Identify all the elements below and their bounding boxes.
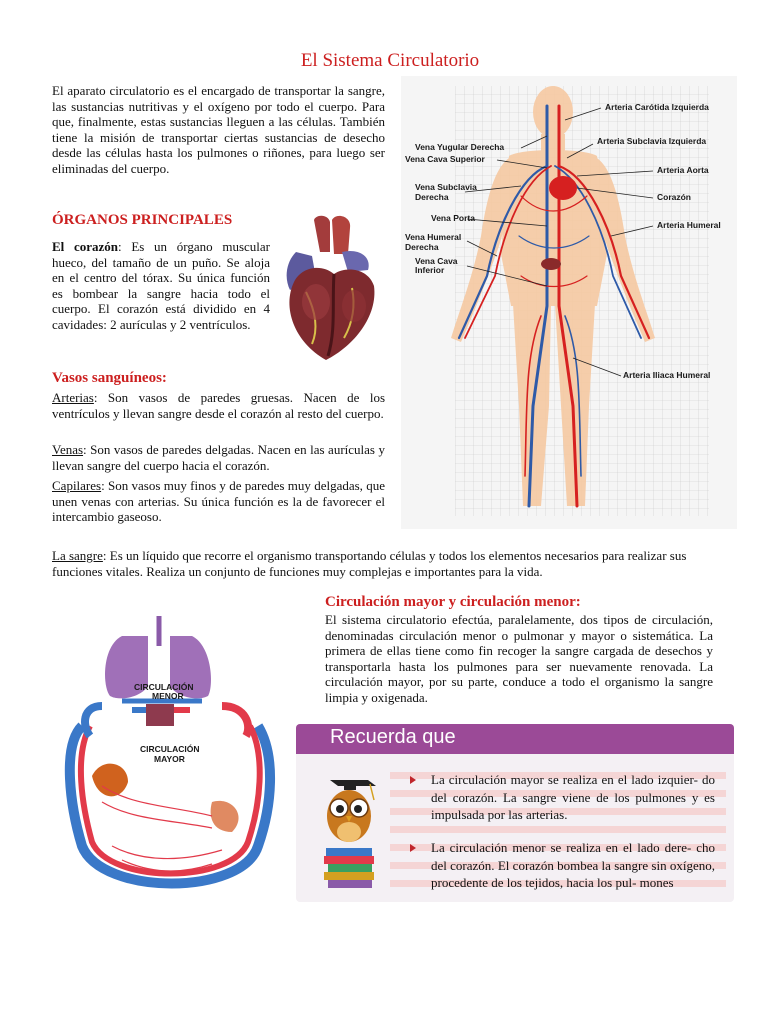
circulation-loop-diagram <box>62 606 282 906</box>
label-subclavia-der-2: Derecha <box>415 192 449 202</box>
label-humeral-art: Arteria Humeral <box>657 220 721 230</box>
corazon-term: El corazón <box>52 239 119 254</box>
organos-heading: ÓRGANOS PRINCIPALES <box>52 212 233 228</box>
arterias-term: Arterias <box>52 390 94 405</box>
label-circ-mayor-1: CIRCULACIÓN <box>140 744 200 754</box>
capilares-text: : Son vasos muy finos y de paredes muy delgadas, que unen venas con arterias. Su única función es la de favorecer el intercambio gaseoso. <box>52 478 385 525</box>
corazon-text: : Es un órgano muscular hueco, del tamaño de un puño. Se aloja en el centro del tórax. Su única función es bombear la sangre hacia todo el cuerpo. El corazón está dividido en 4 cavidades: 2 aurículas y 2 ventrículos. <box>52 239 270 332</box>
label-circ-mayor-2: MAYOR <box>154 754 185 764</box>
label-carotida: Arteria Carótida Izquierda <box>605 102 709 112</box>
recuerda-item: La circulación menor se realiza en el lado dere- cho del corazón. El corazón bombea la sangre sin oxígeno, procedente de los tejidos, hacia los pul- mones <box>431 840 715 891</box>
label-cava-inf-1: Vena Cava <box>415 256 458 266</box>
stripe <box>390 826 726 833</box>
recuerda-item-clip <box>431 839 715 901</box>
venas-term: Venas <box>52 442 84 457</box>
label-subclavia-izq: Arteria Subclavia Izquierda <box>597 136 707 146</box>
label-porta: Vena Porta <box>431 213 475 223</box>
recuerda-header <box>296 724 734 754</box>
label-iliaca: Arteria Iliaca Humeral <box>623 370 711 380</box>
capilares-term: Capilares <box>52 478 102 493</box>
body-circulation-diagram <box>401 76 737 529</box>
label-circ-menor-2: MENOR <box>152 691 184 701</box>
sangre-text: : Es un líquido que recorre el organismo transportando células y todos los elementos necesarios para realizar sus funciones vitales. Realiza un conjunto de funciones muy complejas e importantes para la vida. <box>52 548 687 579</box>
label-cava-sup: Vena Cava Superior <box>405 154 485 164</box>
bullet-arrow-icon <box>410 776 416 784</box>
sangre-paragraph <box>52 548 712 579</box>
heart-illustration <box>276 212 391 370</box>
vasos-heading: Vasos sanguíneos: <box>52 370 167 386</box>
recuerda-item: La circulación mayor se realiza en el lado izquier- do del corazón. La sangre viene de los pulmones y es impulsada por las arterias. <box>431 772 715 823</box>
capilares-paragraph <box>52 478 385 525</box>
circulacion-paragraph: El sistema circulatorio efectúa, paralelamente, dos tipos de circulación, denominadas circulación menor o pulmonar y mayor o sistemática. La primera de ellas tiene como fin recoger la sangre cargada de desechos y transportarla hasta los pulmones para ser nuevamente renovada. La circulación mayor, por su parte, conduce a todo el organismo la sangre limpia y oxigenada. <box>325 612 713 705</box>
arterias-paragraph <box>52 390 385 421</box>
label-cava-inf-2: Inferior <box>415 265 445 275</box>
sangre-term: La sangre <box>52 548 103 563</box>
label-corazon: Corazón <box>657 192 691 202</box>
bullet-arrow-icon <box>410 844 416 852</box>
label-yugular: Vena Yugular Derecha <box>415 142 505 152</box>
circulacion-heading: Circulación mayor y circulación menor: <box>325 594 581 610</box>
label-humeral-vena-1: Vena Humeral <box>405 232 462 242</box>
venas-text: : Son vasos de paredes delgadas. Nacen en las aurículas y llevan sangre del cuerpo hacia el corazón. <box>52 442 385 473</box>
owl-graduate-icon <box>318 770 380 894</box>
label-humeral-vena-2: Derecha <box>405 242 439 252</box>
page-title: El Sistema Circulatorio <box>300 50 480 71</box>
corazon-paragraph <box>52 239 270 333</box>
venas-paragraph <box>52 442 385 473</box>
label-circ-menor-1: CIRCULACIÓN <box>134 682 194 692</box>
label-aorta: Arteria Aorta <box>657 165 709 175</box>
intro-paragraph: El aparato circulatorio es el encargado de transportar la sangre, las sustancias nutritivas y el oxígeno por todo el cuerpo. Para que, finalmente, estas sustancias lleguen a las células. También tiene la misión de transportar ciertas sustancias de desecho desde las células hasta los pulmones o riñones, para luego ser eliminadas del cuerpo. <box>52 83 385 176</box>
label-subclavia-der-1: Vena Subclavia <box>415 182 477 192</box>
recuerda-heading: Recuerda que <box>330 726 456 748</box>
arterias-text: : Son vasos de paredes gruesas. Nacen de los ventrículos y llevan sangre desde el corazón al resto del cuerpo. <box>52 390 385 421</box>
